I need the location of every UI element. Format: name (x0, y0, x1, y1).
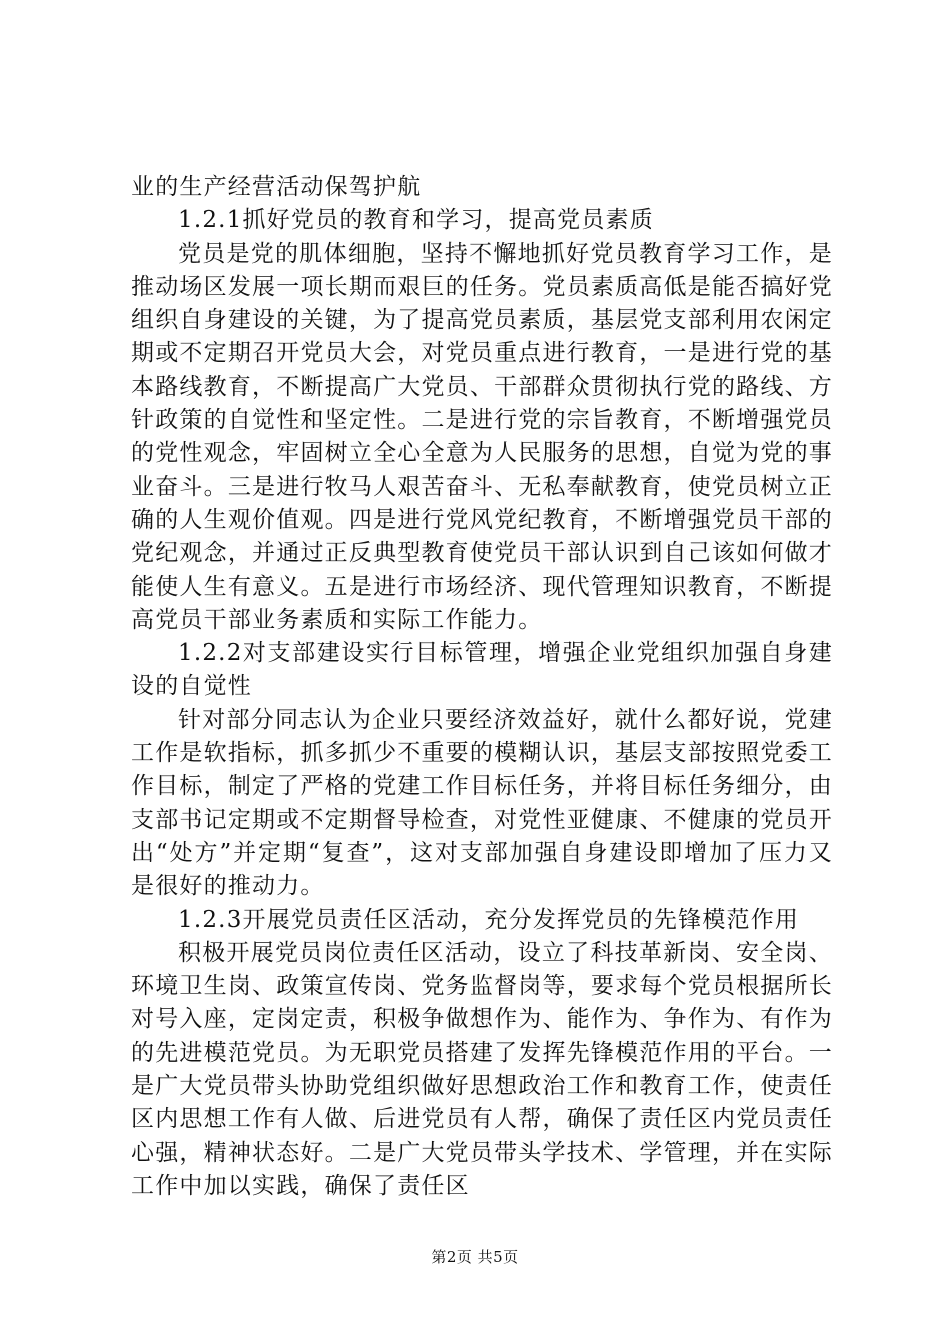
section-heading-1-2-2: 1.2.2对支部建设实行目标管理，增强企业党组织加强自身建设的自觉性 (131, 640, 833, 700)
page-number-footer: 第2页 共5页 (431, 1248, 519, 1266)
paragraph-responsibility-zone: 积极开展党员岗位责任区活动，设立了科技革新岗、安全岗、环境卫生岗、政策宣传岗、党务监督岗等，要求每个党员根据所长对号入座，定岗定责，积极争做想作为、能作为、争作为、有作为的先进模范党员。为无职党员搭建了发挥先锋模范作用的平台。一是广大党员带头协助党组织做好思想政治工作和教育工作，使责任区内思想工作有人做、后进党员有人帮，确保了责任区内党员责任心强，精神状态好。二是广大党员带头学技术、学管理，并在实际工作中加以实践，确保了责任区 (131, 939, 833, 1199)
section-heading-1-2-3: 1.2.3开展党员责任区活动，充分发挥党员的先锋模范作用 (178, 906, 800, 933)
paragraph-continuation: 业的生产经营活动保驾护航 (131, 174, 422, 200)
paragraph-education: 党员是党的肌体细胞，坚持不懈地抓好党员教育学习工作，是推动场区发展一项长期而艰巨的任务。党员素质高低是能否搞好党组织自身建设的关键，为了提高党员素质，基层党支部利用农闲定期或不定期召开党员大会，对党员重点进行教育，一是进行党的基本路线教育，不断提高广大党员、干部群众贯彻执行党的路线、方针政策的自觉性和坚定性。二是进行党的宗旨教育，不断增强党员的党性观念，牢固树立全心全意为人民服务的思想，自觉为党的事业奋斗。三是进行牧马人艰苦奋斗、无私奉献教育，使党员树立正确的人生观价值观。四是进行党风党纪教育，不断增强党员干部的党纪观念，并通过正反典型教育使党员干部认识到自己该如何做才能使人生有意义。五是进行市场经济、现代管理知识教育，不断提高党员干部业务素质和实际工作能力。 (131, 240, 833, 633)
document-body (131, 171, 833, 1203)
paragraph-target-management: 针对部分同志认为企业只要经济效益好，就什么都好说，党建工作是软指标，抓多抓少不重要的模糊认识，基层支部按照党委工作目标，制定了严格的党建工作目标任务，并将目标任务细分，由支部书记定期或不定期督导检查，对党性亚健康、不健康的党员开出“处方”并定期“复查”，这对支部加强自身建设即增加了压力又是很好的推动力。 (131, 706, 833, 900)
section-heading-1-2-1: 1.2.1抓好党员的教育和学习，提高党员素质 (178, 207, 654, 234)
